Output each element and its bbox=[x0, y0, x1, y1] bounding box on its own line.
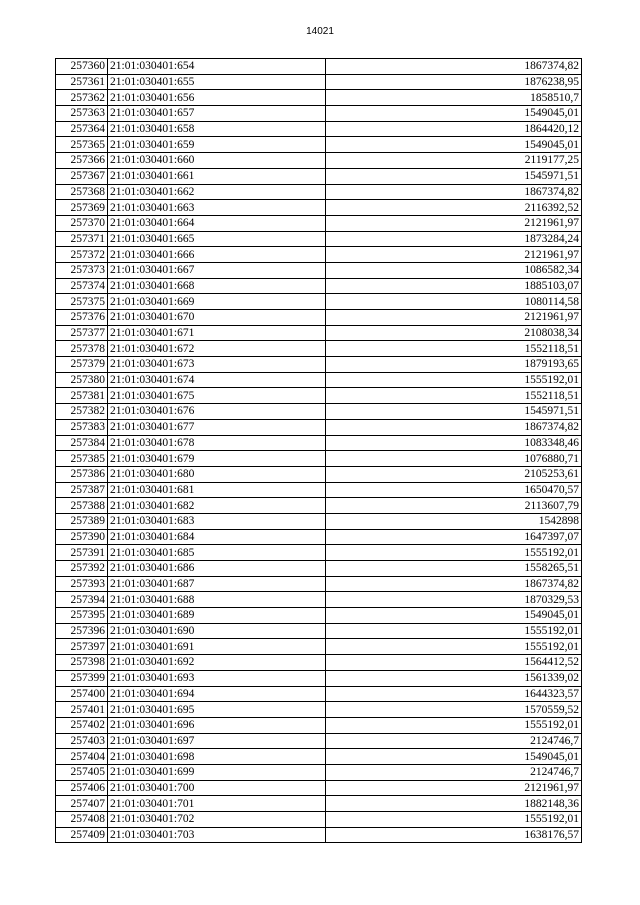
row-number-cell: 257360 bbox=[56, 59, 108, 75]
row-number-cell: 257399 bbox=[56, 670, 108, 686]
row-number-cell: 257395 bbox=[56, 608, 108, 624]
row-number-cell: 257367 bbox=[56, 168, 108, 184]
cadastral-value-cell: 1879193,65 bbox=[326, 357, 582, 373]
table-row bbox=[56, 200, 582, 216]
cadastral-value-cell: 1555192,01 bbox=[326, 812, 582, 828]
cadastral-number-cell: 21:01:030401:687 bbox=[108, 576, 326, 592]
table-row bbox=[56, 482, 582, 498]
cadastral-value-cell: 1542898 bbox=[326, 513, 582, 529]
row-number-cell: 257386 bbox=[56, 466, 108, 482]
cadastral-value-cell: 1647397,07 bbox=[326, 529, 582, 545]
cadastral-number-cell: 21:01:030401:682 bbox=[108, 498, 326, 514]
cadastral-number-cell: 21:01:030401:671 bbox=[108, 325, 326, 341]
cadastral-number-cell: 21:01:030401:683 bbox=[108, 513, 326, 529]
table-row bbox=[56, 153, 582, 169]
cadastral-value-cell: 1870329,53 bbox=[326, 592, 582, 608]
row-number-cell: 257376 bbox=[56, 310, 108, 326]
row-number-cell: 257405 bbox=[56, 764, 108, 780]
cadastral-value-cell: 1873284,24 bbox=[326, 231, 582, 247]
row-number-cell: 257368 bbox=[56, 184, 108, 200]
table-row bbox=[56, 623, 582, 639]
table-row bbox=[56, 702, 582, 718]
cadastral-number-cell: 21:01:030401:694 bbox=[108, 686, 326, 702]
cadastral-value-cell: 1549045,01 bbox=[326, 608, 582, 624]
cadastral-number-cell: 21:01:030401:668 bbox=[108, 278, 326, 294]
table-row bbox=[56, 827, 582, 843]
cadastral-number-cell: 21:01:030401:660 bbox=[108, 153, 326, 169]
cadastral-value-cell: 1549045,01 bbox=[326, 106, 582, 122]
cadastral-value-cell: 2116392,52 bbox=[326, 200, 582, 216]
cadastral-number-cell: 21:01:030401:659 bbox=[108, 137, 326, 153]
cadastral-number-cell: 21:01:030401:702 bbox=[108, 812, 326, 828]
table-row bbox=[56, 325, 582, 341]
cadastral-number-cell: 21:01:030401:692 bbox=[108, 655, 326, 671]
table-row bbox=[56, 310, 582, 326]
cadastral-number-cell: 21:01:030401:664 bbox=[108, 215, 326, 231]
table-row bbox=[56, 655, 582, 671]
cadastral-value-cell: 1882148,36 bbox=[326, 796, 582, 812]
cadastral-value-cell: 1083348,46 bbox=[326, 435, 582, 451]
row-number-cell: 257379 bbox=[56, 357, 108, 373]
cadastral-number-cell: 21:01:030401:670 bbox=[108, 310, 326, 326]
row-number-cell: 257380 bbox=[56, 372, 108, 388]
row-number-cell: 257369 bbox=[56, 200, 108, 216]
cadastral-value-cell: 1086582,34 bbox=[326, 262, 582, 278]
table-row bbox=[56, 90, 582, 106]
cadastral-value-cell: 2121961,97 bbox=[326, 310, 582, 326]
cadastral-number-cell: 21:01:030401:681 bbox=[108, 482, 326, 498]
cadastral-value-cell: 1867374,82 bbox=[326, 419, 582, 435]
table-row bbox=[56, 372, 582, 388]
table-body bbox=[56, 59, 582, 843]
row-number-cell: 257390 bbox=[56, 529, 108, 545]
table-row bbox=[56, 812, 582, 828]
cadastral-value-cell: 2124746,7 bbox=[326, 764, 582, 780]
row-number-cell: 257385 bbox=[56, 451, 108, 467]
table-row bbox=[56, 184, 582, 200]
row-number-cell: 257391 bbox=[56, 545, 108, 561]
cadastral-value-cell: 1564412,52 bbox=[326, 655, 582, 671]
cadastral-value-cell: 1076880,71 bbox=[326, 451, 582, 467]
cadastral-value-cell: 2121961,97 bbox=[326, 780, 582, 796]
cadastral-value-cell: 2119177,25 bbox=[326, 153, 582, 169]
table-row bbox=[56, 451, 582, 467]
cadastral-value-cell: 1638176,57 bbox=[326, 827, 582, 843]
cadastral-number-cell: 21:01:030401:656 bbox=[108, 90, 326, 106]
table-row bbox=[56, 764, 582, 780]
table-row bbox=[56, 608, 582, 624]
cadastral-value-cell: 2124746,7 bbox=[326, 733, 582, 749]
row-number-cell: 257363 bbox=[56, 106, 108, 122]
table-row bbox=[56, 592, 582, 608]
row-number-cell: 257392 bbox=[56, 561, 108, 577]
table-row bbox=[56, 215, 582, 231]
cadastral-value-cell: 1555192,01 bbox=[326, 372, 582, 388]
table-row bbox=[56, 262, 582, 278]
cadastral-number-cell: 21:01:030401:666 bbox=[108, 247, 326, 263]
row-number-cell: 257370 bbox=[56, 215, 108, 231]
row-number-cell: 257364 bbox=[56, 121, 108, 137]
row-number-cell: 257389 bbox=[56, 513, 108, 529]
cadastral-number-cell: 21:01:030401:688 bbox=[108, 592, 326, 608]
cadastral-value-cell: 1552118,51 bbox=[326, 341, 582, 357]
row-number-cell: 257384 bbox=[56, 435, 108, 451]
cadastral-value-cell: 1650470,57 bbox=[326, 482, 582, 498]
cadastral-number-cell: 21:01:030401:676 bbox=[108, 404, 326, 420]
cadastral-value-cell: 1558265,51 bbox=[326, 561, 582, 577]
cadastral-number-cell: 21:01:030401:658 bbox=[108, 121, 326, 137]
cadastral-number-cell: 21:01:030401:686 bbox=[108, 561, 326, 577]
cadastral-number-cell: 21:01:030401:654 bbox=[108, 59, 326, 75]
table-row bbox=[56, 545, 582, 561]
table-row bbox=[56, 294, 582, 310]
cadastral-number-cell: 21:01:030401:697 bbox=[108, 733, 326, 749]
table-row bbox=[56, 137, 582, 153]
cadastral-value-cell: 1876238,95 bbox=[326, 74, 582, 90]
table-row bbox=[56, 419, 582, 435]
cadastral-number-cell: 21:01:030401:691 bbox=[108, 639, 326, 655]
table-row bbox=[56, 388, 582, 404]
table-row bbox=[56, 357, 582, 373]
cadastral-number-cell: 21:01:030401:665 bbox=[108, 231, 326, 247]
row-number-cell: 257402 bbox=[56, 717, 108, 733]
cadastral-value-cell: 1549045,01 bbox=[326, 137, 582, 153]
cadastral-number-cell: 21:01:030401:703 bbox=[108, 827, 326, 843]
row-number-cell: 257361 bbox=[56, 74, 108, 90]
cadastral-number-cell: 21:01:030401:678 bbox=[108, 435, 326, 451]
table-row bbox=[56, 435, 582, 451]
row-number-cell: 257365 bbox=[56, 137, 108, 153]
cadastral-number-cell: 21:01:030401:693 bbox=[108, 670, 326, 686]
cadastral-number-cell: 21:01:030401:701 bbox=[108, 796, 326, 812]
cadastral-value-cell: 2121961,97 bbox=[326, 215, 582, 231]
table-row bbox=[56, 404, 582, 420]
cadastral-number-cell: 21:01:030401:667 bbox=[108, 262, 326, 278]
row-number-cell: 257375 bbox=[56, 294, 108, 310]
cadastral-value-cell: 1867374,82 bbox=[326, 59, 582, 75]
table-row bbox=[56, 341, 582, 357]
table-row bbox=[56, 733, 582, 749]
table-row bbox=[56, 466, 582, 482]
table-row bbox=[56, 59, 582, 75]
cadastral-number-cell: 21:01:030401:699 bbox=[108, 764, 326, 780]
cadastral-number-cell: 21:01:030401:669 bbox=[108, 294, 326, 310]
table-row bbox=[56, 498, 582, 514]
cadastral-number-cell: 21:01:030401:690 bbox=[108, 623, 326, 639]
cadastral-value-cell: 1867374,82 bbox=[326, 576, 582, 592]
cadastral-value-cell: 1644323,57 bbox=[326, 686, 582, 702]
cadastral-number-cell: 21:01:030401:673 bbox=[108, 357, 326, 373]
row-number-cell: 257396 bbox=[56, 623, 108, 639]
table-row bbox=[56, 121, 582, 137]
cadastral-value-cell: 1561339,02 bbox=[326, 670, 582, 686]
row-number-cell: 257373 bbox=[56, 262, 108, 278]
row-number-cell: 257398 bbox=[56, 655, 108, 671]
cadastral-number-cell: 21:01:030401:679 bbox=[108, 451, 326, 467]
page-number: 14021 bbox=[306, 26, 334, 37]
cadastral-value-cell: 1555192,01 bbox=[326, 717, 582, 733]
row-number-cell: 257382 bbox=[56, 404, 108, 420]
cadastral-value-cell: 1555192,01 bbox=[326, 545, 582, 561]
table-row bbox=[56, 247, 582, 263]
row-number-cell: 257403 bbox=[56, 733, 108, 749]
cadastral-value-cell: 1864420,12 bbox=[326, 121, 582, 137]
row-number-cell: 257387 bbox=[56, 482, 108, 498]
row-number-cell: 257397 bbox=[56, 639, 108, 655]
table-row bbox=[56, 168, 582, 184]
cadastral-value-cell: 1867374,82 bbox=[326, 184, 582, 200]
cadastral-value-cell: 1858510,7 bbox=[326, 90, 582, 106]
cadastral-number-cell: 21:01:030401:674 bbox=[108, 372, 326, 388]
row-number-cell: 257374 bbox=[56, 278, 108, 294]
table-row bbox=[56, 231, 582, 247]
row-number-cell: 257393 bbox=[56, 576, 108, 592]
cadastral-number-cell: 21:01:030401:672 bbox=[108, 341, 326, 357]
row-number-cell: 257409 bbox=[56, 827, 108, 843]
table-row bbox=[56, 639, 582, 655]
table-row bbox=[56, 780, 582, 796]
cadastral-number-cell: 21:01:030401:680 bbox=[108, 466, 326, 482]
table-row bbox=[56, 796, 582, 812]
row-number-cell: 257377 bbox=[56, 325, 108, 341]
cadastral-number-cell: 21:01:030401:663 bbox=[108, 200, 326, 216]
table-row bbox=[56, 749, 582, 765]
table-row bbox=[56, 74, 582, 90]
cadastral-number-cell: 21:01:030401:695 bbox=[108, 702, 326, 718]
table-row bbox=[56, 106, 582, 122]
cadastral-number-cell: 21:01:030401:661 bbox=[108, 168, 326, 184]
table-row bbox=[56, 513, 582, 529]
row-number-cell: 257408 bbox=[56, 812, 108, 828]
row-number-cell: 257371 bbox=[56, 231, 108, 247]
table-row bbox=[56, 278, 582, 294]
row-number-cell: 257394 bbox=[56, 592, 108, 608]
cadastral-number-cell: 21:01:030401:684 bbox=[108, 529, 326, 545]
row-number-cell: 257407 bbox=[56, 796, 108, 812]
row-number-cell: 257381 bbox=[56, 388, 108, 404]
row-number-cell: 257366 bbox=[56, 153, 108, 169]
row-number-cell: 257401 bbox=[56, 702, 108, 718]
cadastral-value-cell: 1552118,51 bbox=[326, 388, 582, 404]
cadastral-value-table bbox=[55, 58, 582, 843]
cadastral-value-cell: 1555192,01 bbox=[326, 623, 582, 639]
row-number-cell: 257388 bbox=[56, 498, 108, 514]
table-row bbox=[56, 670, 582, 686]
row-number-cell: 257378 bbox=[56, 341, 108, 357]
cadastral-number-cell: 21:01:030401:655 bbox=[108, 74, 326, 90]
cadastral-value-cell: 2105253,61 bbox=[326, 466, 582, 482]
cadastral-value-cell: 1885103,07 bbox=[326, 278, 582, 294]
cadastral-number-cell: 21:01:030401:700 bbox=[108, 780, 326, 796]
table-row bbox=[56, 561, 582, 577]
cadastral-number-cell: 21:01:030401:675 bbox=[108, 388, 326, 404]
table-row bbox=[56, 529, 582, 545]
table-row bbox=[56, 717, 582, 733]
row-number-cell: 257406 bbox=[56, 780, 108, 796]
cadastral-value-cell: 1545971,51 bbox=[326, 404, 582, 420]
cadastral-value-cell: 2113607,79 bbox=[326, 498, 582, 514]
table-row bbox=[56, 686, 582, 702]
cadastral-number-cell: 21:01:030401:677 bbox=[108, 419, 326, 435]
cadastral-number-cell: 21:01:030401:685 bbox=[108, 545, 326, 561]
cadastral-number-cell: 21:01:030401:698 bbox=[108, 749, 326, 765]
cadastral-value-cell: 1080114,58 bbox=[326, 294, 582, 310]
cadastral-number-cell: 21:01:030401:657 bbox=[108, 106, 326, 122]
cadastral-value-cell: 1549045,01 bbox=[326, 749, 582, 765]
cadastral-value-cell: 1545971,51 bbox=[326, 168, 582, 184]
row-number-cell: 257400 bbox=[56, 686, 108, 702]
cadastral-number-cell: 21:01:030401:696 bbox=[108, 717, 326, 733]
row-number-cell: 257362 bbox=[56, 90, 108, 106]
row-number-cell: 257404 bbox=[56, 749, 108, 765]
cadastral-value-cell: 1570559,52 bbox=[326, 702, 582, 718]
table-row bbox=[56, 576, 582, 592]
row-number-cell: 257372 bbox=[56, 247, 108, 263]
cadastral-value-cell: 2108038,34 bbox=[326, 325, 582, 341]
cadastral-value-cell: 1555192,01 bbox=[326, 639, 582, 655]
cadastral-value-cell: 2121961,97 bbox=[326, 247, 582, 263]
cadastral-number-cell: 21:01:030401:662 bbox=[108, 184, 326, 200]
cadastral-number-cell: 21:01:030401:689 bbox=[108, 608, 326, 624]
row-number-cell: 257383 bbox=[56, 419, 108, 435]
